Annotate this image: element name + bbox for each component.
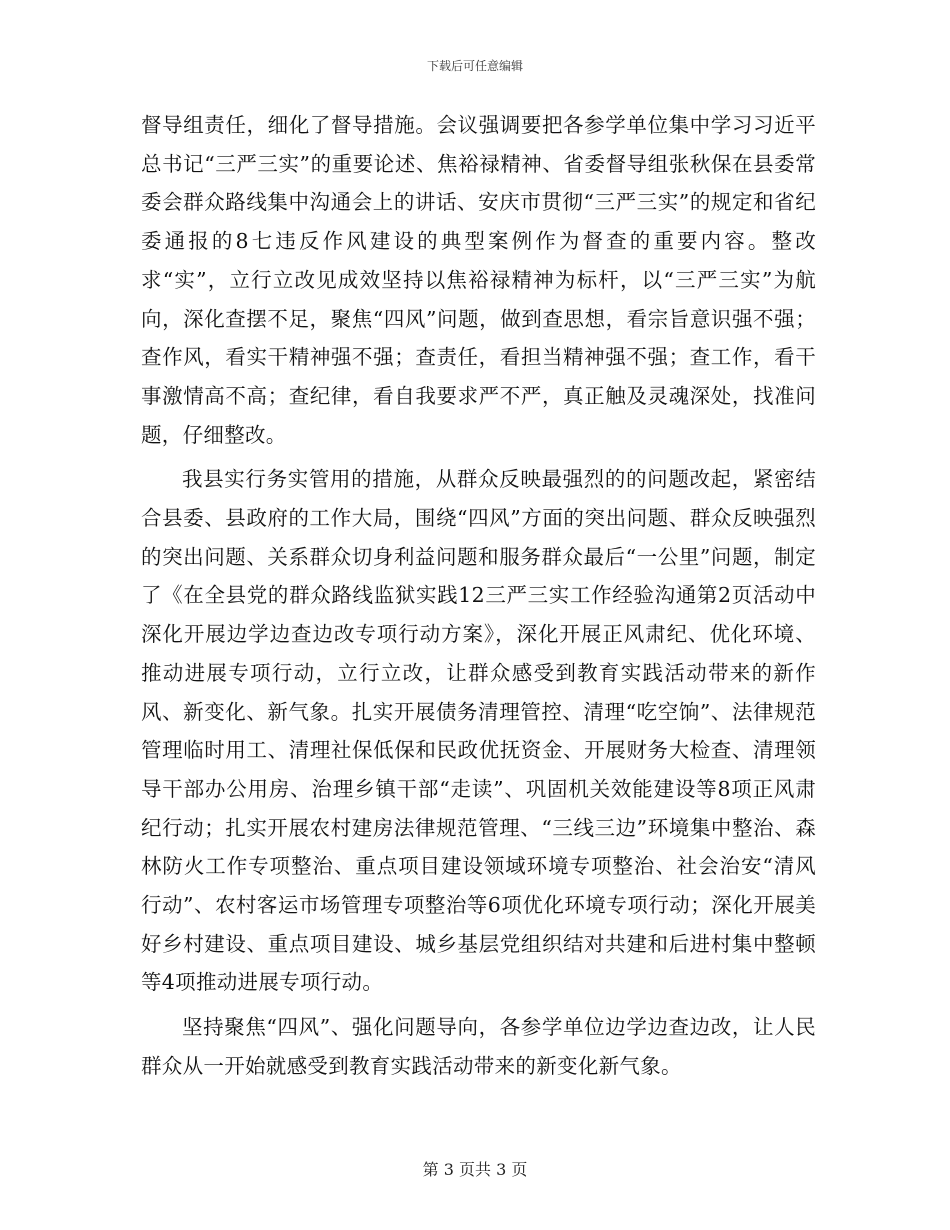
page-header-note: 下载后可任意编辑 [426, 59, 523, 73]
body-paragraph-2: 我县实行务实管用的措施，从群众反映最强烈的的问题改起，紧密结合县委、县政府的工作大局，围绕“四风”方面的突出问题、群众反映强烈的突出问题、关系群众切身利益问题和服务群众最后“一公里”问题，制定了《在全县党的群众路线监狱实践12三严三实工作经验沟通第2页活动中深化开展边学边查边改专项行动方案》，深化开展正风肃纪、优化环境、推动进展专项行动，立行立改，让群众感受到教育实践活动带来的新作风、新变化、新气象。扎实开展债务清理管控、清理“吃空饷”、法律规范管理临时用工、清理社保低保和民政优抚资金、开展财务大检查、清理领导干部办公用房、治理乡镇干部“走读”、巩固机关效能建设等8项正风肃纪行动；扎实开展农村建房法律规范管理、“三线三边”环境集中整治、森林防火工作专项整治、重点项目建设领域环境专项整治、社会治安“清风行动”、农村客运市场管理专项整治等6项优化环境专项行动；深化开展美好乡村建设、重点项目建设、城乡基层党组织结对共建和后进村集中整顿等4项推动进展专项行动。 [141, 467, 816, 995]
page-number-footer: 第 3 页共 3 页 [422, 1160, 528, 1179]
body-paragraph-3: 坚持聚焦“四风”、强化问题导向，各参学单位边学边查边改，让人民群众从一开始就感受到教育实践活动带来的新变化新气象。 [141, 1015, 816, 1078]
body-paragraph-1: 督导组责任，细化了督导措施。会议强调要把各参学单位集中学习习近平总书记“三严三实”的重要论述、焦裕禄精神、省委督导组张秋保在县委常委会群众路线集中沟通会上的讲话、安庆市贯彻“三严三实”的规定和省纪委通报的8七违反作风建设的典型案例作为督查的重要内容。整改求“实”，立行立改见成效坚持以焦裕禄精神为标杆，以“三严三实”为航向，深化查摆不足，聚焦“四风”问题，做到查思想，看宗旨意识强不强；查作风，看实干精神强不强；查责任，看担当精神强不强；查工作，看干事激情高不高；查纪律，看自我要求严不严，真正触及灵魂深处，找准问题，仔细整改。 [141, 113, 816, 447]
document-body [141, 106, 816, 1086]
